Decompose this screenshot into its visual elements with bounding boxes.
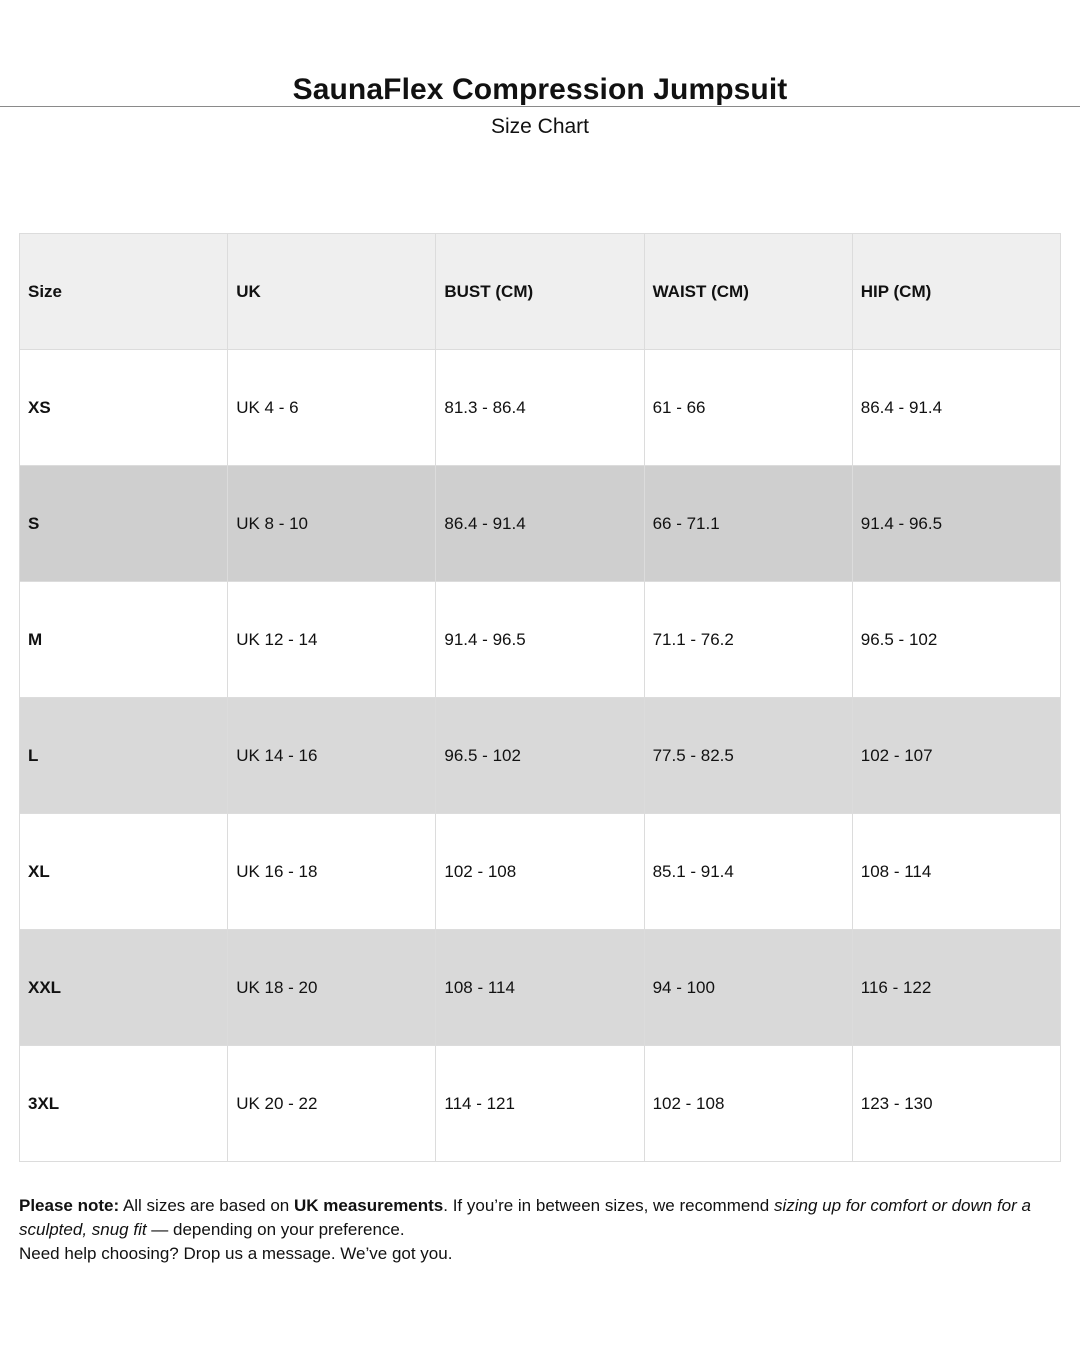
column-header-waist: WAIST (CM) bbox=[644, 234, 852, 350]
table-row bbox=[20, 350, 1061, 466]
size-cell: XS bbox=[20, 350, 228, 466]
table-row bbox=[20, 466, 1061, 582]
uk-cell: UK 16 - 18 bbox=[228, 814, 436, 930]
column-header-bust: BUST (CM) bbox=[436, 234, 644, 350]
size-chart-table-container bbox=[19, 233, 1061, 1162]
page-subtitle: Size Chart bbox=[490, 115, 590, 138]
hip-cell: 116 - 122 bbox=[852, 930, 1060, 1046]
bust-cell: 102 - 108 bbox=[436, 814, 644, 930]
table-header-row bbox=[20, 234, 1061, 350]
bust-cell: 86.4 - 91.4 bbox=[436, 466, 644, 582]
bust-cell: 114 - 121 bbox=[436, 1046, 644, 1162]
uk-cell: UK 4 - 6 bbox=[228, 350, 436, 466]
sizing-note-paragraph bbox=[19, 1194, 1059, 1242]
column-header-uk: UK bbox=[228, 234, 436, 350]
waist-cell: 85.1 - 91.4 bbox=[644, 814, 852, 930]
size-cell: XL bbox=[20, 814, 228, 930]
size-chart-table bbox=[19, 233, 1061, 1162]
table-row bbox=[20, 930, 1061, 1046]
table-row bbox=[20, 814, 1061, 930]
waist-cell: 61 - 66 bbox=[644, 350, 852, 466]
uk-cell: UK 14 - 16 bbox=[228, 698, 436, 814]
hip-cell: 123 - 130 bbox=[852, 1046, 1060, 1162]
note-text-3: — depending on your preference. bbox=[146, 1220, 405, 1239]
note-italic: sizing up for comfort or down for a sculpted, snug fit bbox=[19, 1196, 1031, 1239]
bust-cell: 108 - 114 bbox=[436, 930, 644, 1046]
note-label: Please note: bbox=[19, 1196, 120, 1215]
table-row bbox=[20, 582, 1061, 698]
hip-cell: 91.4 - 96.5 bbox=[852, 466, 1060, 582]
uk-cell: UK 18 - 20 bbox=[228, 930, 436, 1046]
hip-cell: 96.5 - 102 bbox=[852, 582, 1060, 698]
hip-cell: 102 - 107 bbox=[852, 698, 1060, 814]
page-title: SaunaFlex Compression Jumpsuit bbox=[292, 73, 788, 106]
column-header-hip: HIP (CM) bbox=[852, 234, 1060, 350]
uk-cell: UK 20 - 22 bbox=[228, 1046, 436, 1162]
waist-cell: 94 - 100 bbox=[644, 930, 852, 1046]
size-cell: 3XL bbox=[20, 1046, 228, 1162]
waist-cell: 66 - 71.1 bbox=[644, 466, 852, 582]
note-text-2: . If you’re in between sizes, we recommend bbox=[443, 1196, 774, 1215]
waist-cell: 77.5 - 82.5 bbox=[644, 698, 852, 814]
hip-cell: 86.4 - 91.4 bbox=[852, 350, 1060, 466]
size-cell: S bbox=[20, 466, 228, 582]
table-row bbox=[20, 1046, 1061, 1162]
size-cell: XXL bbox=[20, 930, 228, 1046]
waist-cell: 102 - 108 bbox=[644, 1046, 852, 1162]
note-emphasis: UK measurements bbox=[293, 1196, 444, 1215]
uk-cell: UK 8 - 10 bbox=[228, 466, 436, 582]
bust-cell: 96.5 - 102 bbox=[436, 698, 644, 814]
column-header-size: Size bbox=[20, 234, 228, 350]
waist-cell: 71.1 - 76.2 bbox=[644, 582, 852, 698]
note-text-1: All sizes are based on bbox=[119, 1196, 294, 1215]
bust-cell: 81.3 - 86.4 bbox=[436, 350, 644, 466]
size-cell: M bbox=[20, 582, 228, 698]
help-line: Need help choosing? Drop us a message. We’ve got you. bbox=[19, 1244, 453, 1263]
uk-cell: UK 12 - 14 bbox=[228, 582, 436, 698]
bust-cell: 91.4 - 96.5 bbox=[436, 582, 644, 698]
sizing-note bbox=[19, 1194, 1059, 1266]
table-row bbox=[20, 698, 1061, 814]
size-cell: L bbox=[20, 698, 228, 814]
page-header bbox=[0, 0, 1080, 142]
hip-cell: 108 - 114 bbox=[852, 814, 1060, 930]
